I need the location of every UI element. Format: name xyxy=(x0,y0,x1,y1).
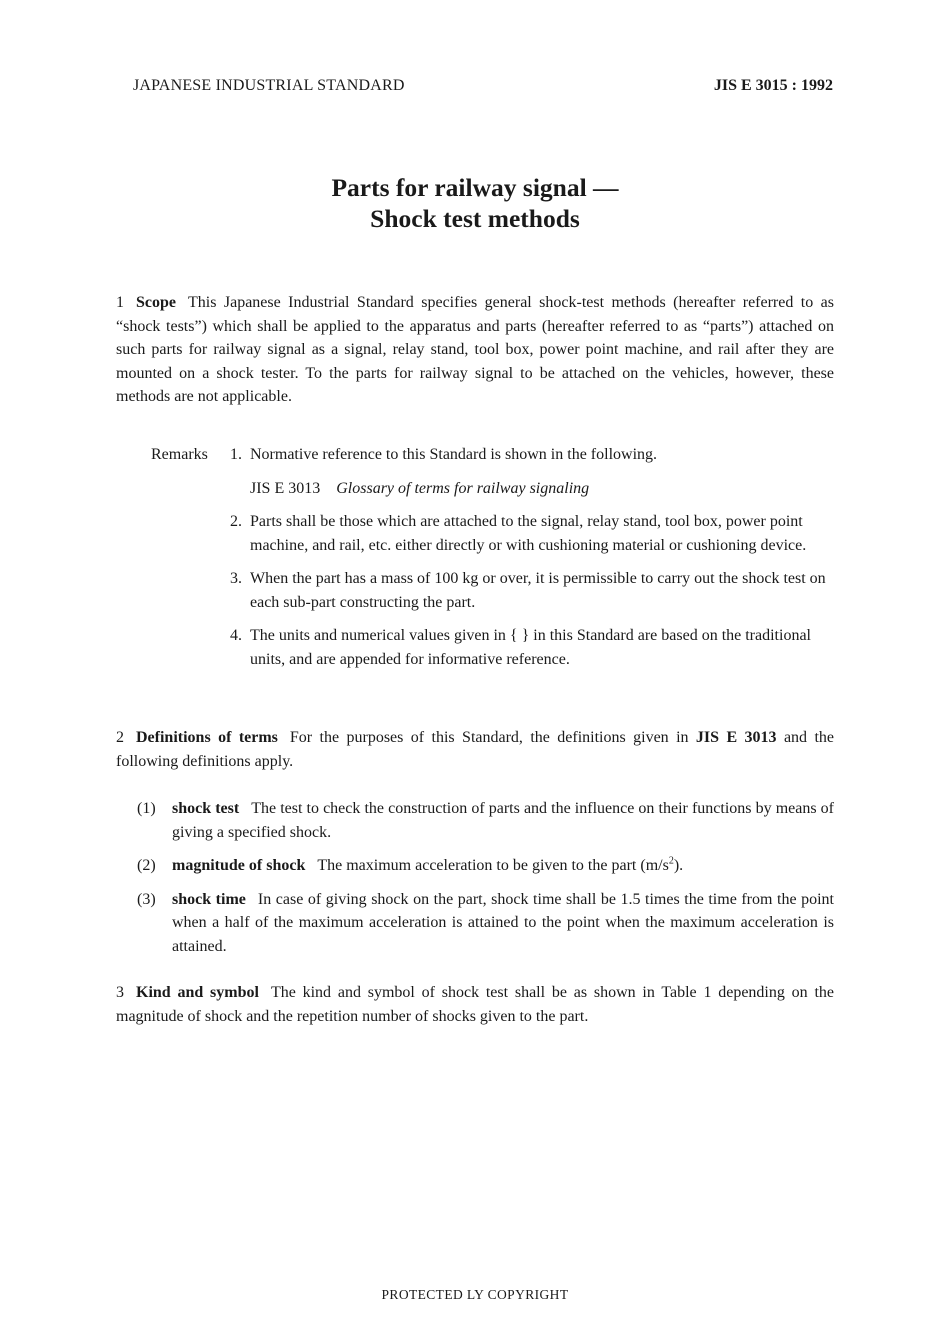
reference-code: JIS E 3013 xyxy=(250,479,321,497)
title-line-2: Shock test methods xyxy=(370,204,580,233)
definitions-list xyxy=(137,797,834,968)
section-text: and the following definitions apply. xyxy=(116,729,834,770)
remark-number: 2. xyxy=(230,513,242,530)
normative-reference xyxy=(151,477,841,501)
definition-term: shock test xyxy=(172,800,240,817)
remark-text: When the part has a mass of 100 kg or over, it is permissible to carry out the shock test on each sub-part constructing the part. xyxy=(250,570,826,611)
remark-number: 1. xyxy=(230,446,242,463)
remark-item xyxy=(151,443,836,467)
standard-category: JAPANESE INDUSTRIAL STANDARD xyxy=(133,77,405,94)
remark-item xyxy=(151,510,836,557)
section-heading: Kind and symbol xyxy=(136,984,259,1001)
remarks-block xyxy=(151,443,841,681)
definition-term: shock time xyxy=(172,890,246,908)
definition-number: (3) xyxy=(137,890,156,908)
standard-number: JIS E 3015 : 1992 xyxy=(713,77,833,94)
section-scope xyxy=(116,291,834,409)
unit-end: ). xyxy=(673,857,684,874)
remark-number: 3. xyxy=(230,570,242,587)
definition-item xyxy=(137,888,834,959)
definition-text: The test to check the construction of parts and the influence on their functions by means of giving a specified shock. xyxy=(172,800,835,841)
section-kind-symbol xyxy=(116,981,834,1028)
section-heading: Scope xyxy=(136,294,176,311)
definition-text: In case of giving shock on the part, shock time shall be 1.5 times the time from the point when a half of the maximum acceleration is attained to the point when the maximum acceleration is attained. xyxy=(172,890,834,955)
remark-text: Normative reference to this Standard is shown in the following. xyxy=(250,446,658,463)
definition-text: The maximum acceleration to be given to the part xyxy=(317,857,637,874)
section-number: 1 xyxy=(116,294,124,311)
reference-title: Glossary of terms for railway signaling xyxy=(336,479,590,497)
remarks-label: Remarks xyxy=(151,446,208,463)
section-text: This Japanese Industrial Standard specifies general shock-test methods (hereafter referred to as “shock tests”) which shall be applied to the apparatus and parts (hereafter referred to as “parts”) attached on such parts for railway signal as a signal, relay stand, tool box, power point machine, and rail after they are mounted on a shock tester. To the parts for railway signal to be attached on the vehicles, however, these methods are not applicable. xyxy=(116,294,834,405)
page-title xyxy=(0,172,950,234)
title-line-1: Parts for railway signal — xyxy=(331,173,619,202)
remark-text: Parts shall be those which are attached to the signal, relay stand, tool box, power point machine, and rail, etc. either directly or with cushioning material or cushioning device. xyxy=(250,513,807,554)
definition-number: (2) xyxy=(137,857,156,874)
definition-item xyxy=(137,854,834,878)
remark-number: 4. xyxy=(230,627,242,644)
reference-code: JIS E 3013 xyxy=(695,729,777,746)
remark-text: The units and numerical values given in { } in this Standard are based on the traditional units, and are appended for informative reference. xyxy=(250,627,811,668)
copyright-footer: PROTECTED LY COPYRIGHT xyxy=(381,1287,569,1302)
section-number: 2 xyxy=(116,729,124,746)
section-text: For the purposes of this Standard, the definitions given in xyxy=(289,729,689,746)
section-heading: Definitions of terms xyxy=(136,729,278,746)
definition-number: (1) xyxy=(137,800,156,817)
section-text: The kind and symbol of shock test shall be as shown in Table 1 depending on the magnitude of shock and the repetition number of shocks given to the part. xyxy=(116,984,834,1025)
section-definitions xyxy=(116,726,834,773)
remark-item xyxy=(151,624,836,671)
unit: (m/s xyxy=(640,857,669,874)
definition-item xyxy=(137,797,834,844)
section-number: 3 xyxy=(116,984,124,1001)
definition-term: magnitude of shock xyxy=(172,857,306,874)
remark-item xyxy=(151,567,836,614)
unit-superscript: 2 xyxy=(668,855,674,867)
